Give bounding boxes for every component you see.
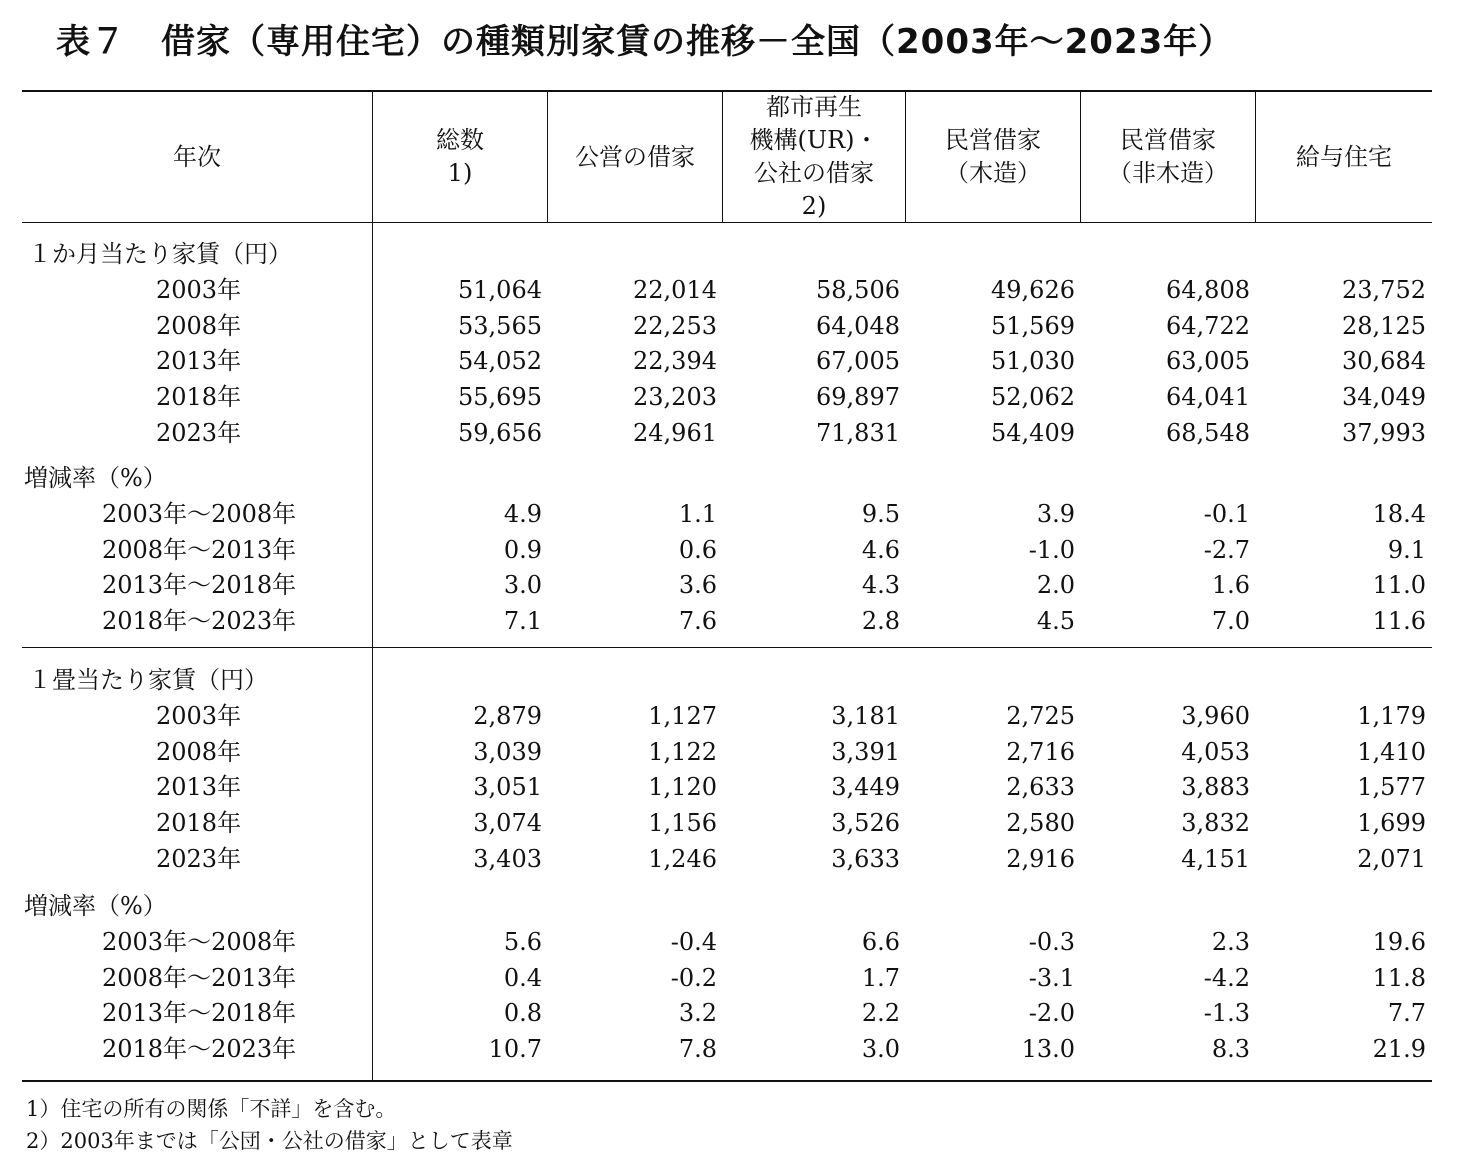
table-cell: 51,064 [458,275,542,304]
header-col-total [373,92,547,222]
row-label: 2023年 [156,845,242,873]
row-label: 2008年～2013年 [102,963,297,992]
table-cell: 1,127 [648,701,717,730]
table-cell: 18.4 [1372,499,1426,528]
row-label: 2003年 [156,701,242,730]
header-col-ur [723,92,905,222]
table-cell: -2.7 [1203,535,1250,564]
table-cell: 54,052 [458,347,542,376]
table-cell: 51,569 [991,311,1075,340]
table-cell: 2,071 [1357,845,1426,873]
table-row [22,567,1432,603]
table-cell: 3,181 [831,701,900,730]
table-cell: 3.2 [678,999,717,1028]
header-line: （非木造） [1108,159,1228,187]
table-cell: 23,752 [1342,275,1426,304]
table-cell: 11.6 [1372,607,1426,636]
table-cell: 2,725 [1006,701,1075,730]
table-cell: 3,960 [1181,701,1250,730]
table-row [22,734,1432,770]
table-cell: 3,391 [831,737,900,766]
table-cell: 22,253 [633,311,717,340]
header-line: （木造） [945,159,1041,187]
footnote: 1）住宅の所有の関係「不詳」を含む。 [26,1097,397,1121]
section-heading: 増減率（%） [24,892,167,920]
row-label: 2003年 [156,275,242,304]
table-cell: 2,879 [473,701,542,730]
table-cell: 4.6 [861,535,900,564]
table-row [22,960,1432,996]
header-line: 民営借家 [1120,126,1216,154]
table-cell: 0.6 [678,535,717,564]
table-cell: 1,122 [648,737,717,766]
table-cell: 5.6 [503,927,542,956]
table-cell: -1.3 [1203,999,1250,1028]
table-row [22,1031,1432,1067]
table-cell: 64,808 [1166,275,1250,304]
table-cell: 7.0 [1211,607,1250,636]
table-cell: 3,633 [831,845,900,873]
table-cell: 30,684 [1342,347,1426,376]
table-cell: 4,053 [1181,737,1250,766]
header-line: 機構(UR)・ [749,126,879,154]
table-cell: 0.9 [503,535,542,564]
header-col-private-wooden [906,92,1080,222]
table-cell: 2,716 [1006,737,1075,766]
table-cell: 0.4 [503,963,542,992]
table-cell: 64,048 [816,311,900,340]
table-cell: -0.3 [1028,927,1075,956]
header-year [22,92,372,222]
table-cell: 1,699 [1357,809,1426,838]
table-cell: 2.3 [1211,927,1250,956]
header-line: 公社の借家 [754,159,874,187]
table-cell: 22,394 [633,347,717,376]
table-cell: 6.6 [861,927,900,956]
row-label: 2008年 [156,311,242,340]
header-line: 都市再生 [766,93,862,121]
table-cell: 8.3 [1211,1035,1250,1064]
table-cell: 1,120 [648,773,717,802]
table-cell: 3,449 [831,773,900,802]
header-col-public [548,92,722,222]
table-cell: 1,156 [648,809,717,838]
table-cell: 67,005 [816,347,900,376]
table-cell: 64,722 [1166,311,1250,340]
table-cell: 2,580 [1006,809,1075,838]
table-cell: 9.5 [861,499,900,528]
header-year-label: 年次 [173,142,221,171]
table-cell: 3,526 [831,809,900,838]
table-cell: 54,409 [991,419,1075,447]
table-cell: 3,039 [473,737,542,766]
header-line: 2) [801,192,827,220]
row-label: 2023年 [156,419,242,447]
table-cell: 1.1 [678,499,717,528]
row-label: 2008年～2013年 [102,535,297,564]
table-row [22,924,1432,960]
table-row [22,995,1432,1031]
table-cell: 2.2 [861,999,900,1028]
table-cell: -1.0 [1028,535,1075,564]
table-cell: 11.0 [1372,571,1426,600]
table-cell: 19.6 [1372,927,1426,956]
table-row [22,698,1432,734]
table-cell: 3,832 [1181,809,1250,838]
header-line: 民営借家 [945,126,1041,154]
table-cell: 3,403 [473,845,542,873]
table-cell: 23,203 [633,383,717,412]
row-label: 2013年～2018年 [102,571,297,600]
table-cell: 64,041 [1166,383,1250,412]
bottom-rule [22,1080,1432,1082]
table-cell: 7.8 [678,1035,717,1064]
row-label: 2013年 [156,347,242,376]
table-cell: 71,831 [816,419,900,447]
table-row [22,532,1432,568]
table-cell: 1,179 [1357,701,1426,730]
table-row [22,415,1432,451]
section-heading: １か月当たり家賃（円） [28,240,292,268]
table-cell: -2.0 [1028,999,1075,1028]
table-cell: -3.1 [1028,963,1075,992]
table-cell: -4.2 [1203,963,1250,992]
table-cell: 24,961 [633,419,717,447]
row-label: 2013年～2018年 [102,999,297,1028]
table-cell: 59,656 [458,419,542,447]
table-cell: 49,626 [991,275,1075,304]
table-cell: 68,548 [1166,419,1250,447]
middle-rule [22,647,1432,648]
table-cell: 7.6 [678,607,717,636]
table-cell: 2.8 [861,607,900,636]
table-row [22,496,1432,532]
table-cell: 51,030 [991,347,1075,376]
row-label: 2018年～2023年 [102,607,297,636]
row-label: 2018年 [156,383,242,412]
table-cell: 1,410 [1357,737,1426,766]
row-label: 2013年 [156,773,242,802]
table-row [22,841,1432,877]
row-label: 2018年 [156,809,242,838]
table-row [22,343,1432,379]
table-row [22,379,1432,415]
table-cell: 10.7 [488,1035,542,1064]
row-label: 2003年～2008年 [102,927,297,956]
section-heading: 増減率（%） [24,464,167,492]
table-row [22,769,1432,805]
footnote: 2）2003年までは「公団・公社の借家」として表章 [26,1129,513,1153]
table-cell: 3.0 [503,571,542,600]
header-line: 総数 [436,126,484,154]
table-cell: 1.7 [861,963,900,992]
table-cell: 11.8 [1372,963,1426,992]
table-cell: 4.5 [1036,607,1075,636]
table-cell: 63,005 [1166,347,1250,376]
table-cell: 34,049 [1342,383,1426,412]
table-cell: 9.1 [1387,535,1426,564]
row-label: 2008年 [156,737,242,766]
table-cell: 22,014 [633,275,717,304]
table-cell: 3,051 [473,773,542,802]
table-cell: 69,897 [816,383,900,412]
table-cell: 58,506 [816,275,900,304]
table-cell: 55,695 [458,383,542,412]
table-title: 表７ 借家（専用住宅）の種類別家賃の推移－全国（2003年～2023年） [56,22,1234,62]
table-cell: 7.7 [1387,999,1426,1028]
table-cell: 28,125 [1342,311,1426,340]
header-rule [22,222,1432,223]
table-cell: 7.1 [503,607,542,636]
table-cell: 3.0 [861,1035,900,1064]
table-row [22,308,1432,344]
header-col-private-nonwooden [1081,92,1255,222]
table-cell: 1.6 [1211,571,1250,600]
table-cell: 4.9 [503,499,542,528]
row-label: 2018年～2023年 [102,1035,297,1064]
section-heading: １畳当たり家賃（円） [28,666,268,694]
table-row [22,272,1432,308]
table-row [22,805,1432,841]
table-cell: 1,246 [648,845,717,873]
header-line: 公営の借家 [575,142,695,171]
table-cell: 52,062 [991,383,1075,412]
table-cell: 37,993 [1342,419,1426,447]
table-cell: 3,883 [1181,773,1250,802]
table-cell: 2,633 [1006,773,1075,802]
table-cell: 21.9 [1372,1035,1426,1064]
table-row [22,603,1432,639]
table-cell: -0.4 [670,927,717,956]
row-label: 2003年～2008年 [102,499,297,528]
table-cell: 13.0 [1021,1035,1075,1064]
table-cell: 1,577 [1357,773,1426,802]
header-line: 1) [447,159,473,187]
table-cell: 0.8 [503,999,542,1028]
table-cell: 2.0 [1036,571,1075,600]
table-cell: -0.1 [1203,499,1250,528]
header-line: 給与住宅 [1296,142,1392,171]
table-cell: 53,565 [458,311,542,340]
table-cell: 4,151 [1181,845,1250,873]
table-cell: -0.2 [670,963,717,992]
table-cell: 3,074 [473,809,542,838]
header-col-company [1256,92,1432,222]
table-cell: 3.9 [1036,499,1075,528]
table-cell: 4.3 [861,571,900,600]
table-cell: 3.6 [678,571,717,600]
table-cell: 2,916 [1006,845,1075,873]
